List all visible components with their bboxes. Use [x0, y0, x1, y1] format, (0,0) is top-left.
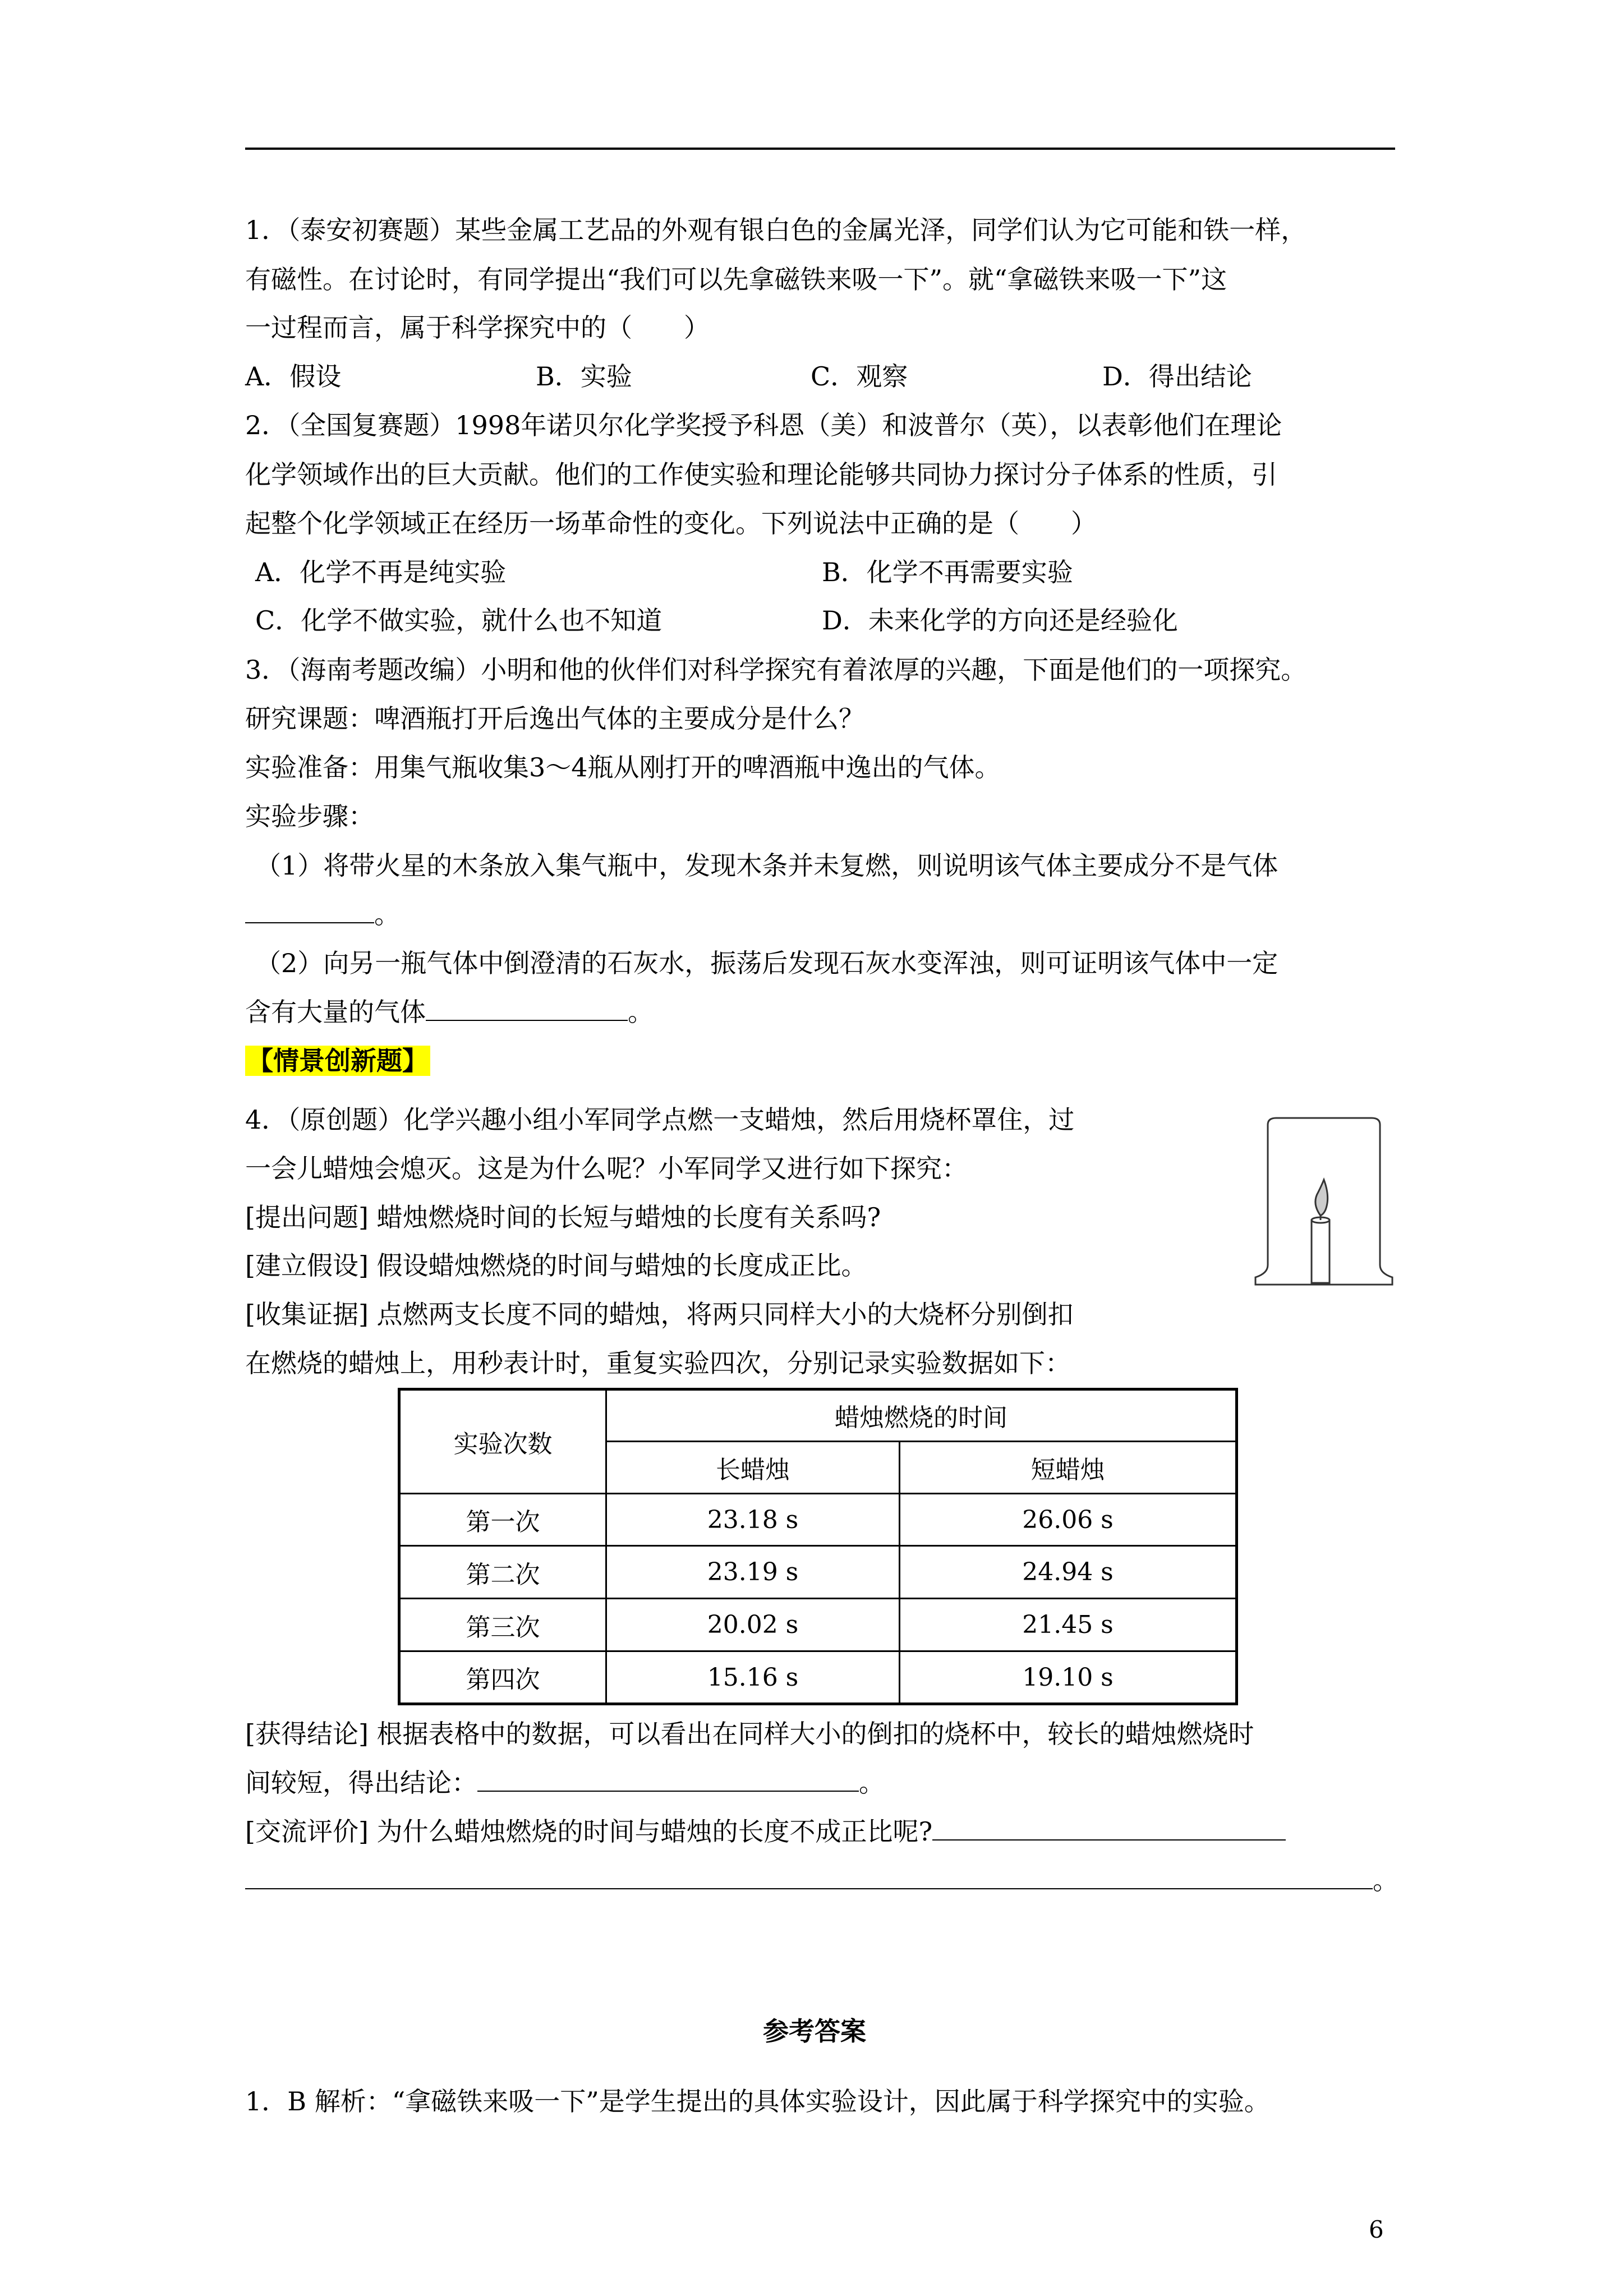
q2-option-c: C．化学不做实验，就什么也不知道	[255, 605, 663, 636]
answers-title: 参考答案	[763, 2016, 866, 2046]
table-cell: 26.06 s	[900, 1493, 1237, 1546]
q3-step1: （1）将带火星的木条放入集气瓶中，发现木条并未复燃，则说明该气体主要成分不是气体	[255, 850, 1278, 881]
q1-option-a: A．假设	[245, 361, 342, 392]
header-rule	[245, 148, 1395, 150]
table-row	[399, 1546, 1237, 1599]
table-cell: 21.45 s	[900, 1599, 1237, 1651]
candle-beaker-figure	[1245, 1114, 1402, 1299]
table-row	[399, 1651, 1237, 1704]
table-row	[399, 1493, 1237, 1546]
q2-option-d: D．未来化学的方向还是经验化	[822, 605, 1178, 636]
q4-evaluation-blank1[interactable]	[932, 1817, 1286, 1841]
q1-option-d: D．得出结论	[1102, 361, 1252, 392]
q2-line2: 化学领域作出的巨大贡献。他们的工作使实验和理论能够共同协力探讨分子体系的性质，引	[245, 459, 1277, 490]
page-number: 6	[1369, 2216, 1384, 2243]
q3-topic: 研究课题：啤酒瓶打开后逸出气体的主要成分是什么？	[245, 703, 864, 734]
q1-line2: 有磁性。在讨论时，有同学提出“我们可以先拿磁铁来吸一下”。就“拿磁铁来吸一下”这	[245, 264, 1227, 295]
q4-line4: [建立假设] 假设蜡烛燃烧的时间与蜡烛的长度成正比。	[245, 1250, 867, 1281]
q3-line1: 3．（海南考题改编）小明和他的伙伴们对科学探究有着浓厚的兴趣，下面是他们的一项探究。	[245, 655, 1307, 685]
q1-line3: 一过程而言，属于科学探究中的（ ）	[245, 312, 710, 343]
table-header-trial: 实验次数	[399, 1389, 606, 1494]
q2-option-a: A．化学不再是纯实验	[255, 557, 507, 587]
q4-evaluation-line2	[245, 1865, 1398, 1896]
candle-flame	[1315, 1180, 1328, 1216]
q2-line1: 2．（全国复赛题）1998年诺贝尔化学奖授予科恩（美）和波普尔（英），以表彰他们在理论	[245, 410, 1282, 440]
q3-step2-lead: 含有大量的气体	[245, 997, 426, 1027]
answer-1: 1．B 解析：“拿磁铁来吸一下”是学生提出的具体实验设计，因此属于科学探究中的实验。	[245, 2086, 1270, 2116]
q4-evaluation-line1	[245, 1816, 1286, 1847]
q1-option-c: C．观察	[811, 361, 908, 392]
table-cell: 第三次	[399, 1599, 606, 1651]
q4-line1: 4．（原创题）化学兴趣小组小军同学点燃一支蜡烛，然后用烧杯罩住，过	[245, 1105, 1075, 1135]
q4-evaluation-blank2[interactable]	[245, 1866, 1373, 1889]
q2-option-b: B．化学不再需要实验	[822, 557, 1073, 587]
q3-step2-answer	[245, 996, 654, 1028]
section-heading-label: 【情景创新题】	[245, 1046, 430, 1076]
q3-step1-blank[interactable]	[245, 900, 374, 923]
q1-line1: 1．（泰安初赛题）某些金属工艺品的外观有银白色的金属光泽，同学们认为它可能和铁一样，	[245, 215, 1307, 245]
table-cell: 15.16 s	[606, 1651, 900, 1704]
q3-step2-blank[interactable]	[426, 997, 628, 1021]
q3-prep: 实验准备：用集气瓶收集3～4瓶从刚打开的啤酒瓶中逸出的气体。	[245, 752, 1001, 783]
table-cell: 20.02 s	[606, 1599, 900, 1651]
q4-line5: [收集证据] 点燃两支长度不同的蜡烛，将两只同样大小的大烧杯分别倒扣	[245, 1299, 1074, 1329]
q4-conclusion-line1: [获得结论] 根据表格中的数据，可以看出在同样大小的倒扣的烧杯中，较长的蜡烛燃烧时	[245, 1719, 1254, 1749]
table-cell: 第二次	[399, 1546, 606, 1599]
q4-evaluation-period: 。	[1373, 1865, 1398, 1895]
table-cell: 24.94 s	[900, 1546, 1237, 1599]
q3-step2: （2）向另一瓶气体中倒澄清的石灰水，振荡后发现石灰水变浑浊，则可证明该气体中一定	[255, 948, 1278, 978]
q3-step2-period: 。	[628, 997, 654, 1027]
table-cell: 23.19 s	[606, 1546, 900, 1599]
candle-body	[1312, 1220, 1329, 1283]
q2-line3: 起整个化学领域正在经历一场革命性的变化。下列说法中正确的是（ ）	[245, 508, 1097, 539]
q1-option-b: B．实验	[536, 361, 632, 392]
q4-line3: [提出问题] 蜡烛燃烧时间的长短与蜡烛的长度有关系吗?	[245, 1202, 881, 1232]
table-header-long: 长蜡烛	[606, 1441, 900, 1493]
q4-line6: 在燃烧的蜡烛上，用秒表计时，重复实验四次，分别记录实验数据如下：	[245, 1348, 1071, 1378]
table-header-time: 蜡烛燃烧的时间	[606, 1389, 1237, 1442]
candle-data-table	[398, 1388, 1238, 1705]
table-cell: 19.10 s	[900, 1651, 1237, 1704]
table-cell: 23.18 s	[606, 1493, 900, 1546]
q4-conclusion-lead: 间较短，得出结论：	[245, 1768, 477, 1798]
table-header-short: 短蜡烛	[900, 1441, 1237, 1493]
table-cell: 第四次	[399, 1651, 606, 1704]
q4-evaluation-question: [交流评价] 为什么蜡烛燃烧的时间与蜡烛的长度不成正比呢?	[245, 1816, 933, 1847]
table-cell: 第一次	[399, 1493, 606, 1546]
q3-step1-period: 。	[374, 899, 400, 930]
q4-line2: 一会儿蜡烛会熄灭。这是为什么呢？小军同学又进行如下探究：	[245, 1153, 968, 1184]
q3-step1-answer	[245, 899, 400, 930]
q4-conclusion-line2	[245, 1767, 885, 1798]
q4-conclusion-blank[interactable]	[477, 1768, 859, 1792]
q4-conclusion-period: 。	[859, 1768, 885, 1798]
table-row	[399, 1599, 1237, 1651]
section-heading	[245, 1045, 430, 1076]
q3-steps: 实验步骤：	[245, 801, 374, 831]
